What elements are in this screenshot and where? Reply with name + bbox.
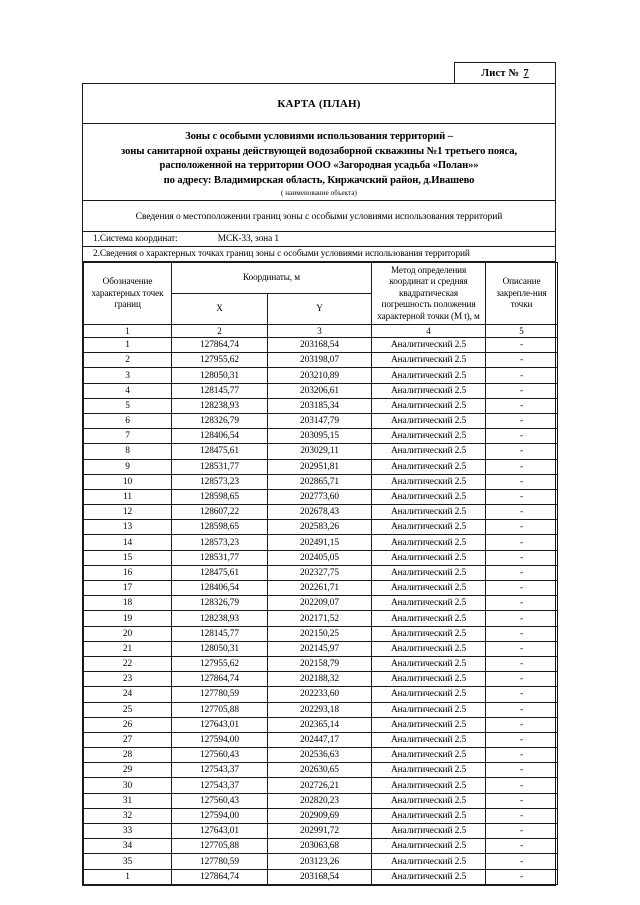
cell-x: 128050,31 xyxy=(172,368,268,383)
cell-method: Аналитический 2.5 xyxy=(372,824,486,839)
cell-point-number: 27 xyxy=(84,732,172,747)
table-row xyxy=(84,459,558,474)
cell-method: Аналитический 2.5 xyxy=(372,398,486,413)
cell-x: 127643,01 xyxy=(172,824,268,839)
cell-point-number: 12 xyxy=(84,505,172,520)
coordinate-system-value: МСК-33, зона 1 xyxy=(217,234,279,244)
cell-x: 127705,88 xyxy=(172,702,268,717)
cell-y: 202820,23 xyxy=(268,793,372,808)
cell-y: 202327,75 xyxy=(268,565,372,580)
cell-description: - xyxy=(486,839,558,854)
cell-y: 202447,17 xyxy=(268,732,372,747)
cell-y: 202209,07 xyxy=(268,596,372,611)
cell-point-number: 25 xyxy=(84,702,172,717)
cell-method: Аналитический 2.5 xyxy=(372,338,486,353)
table-row xyxy=(84,656,558,671)
cell-method: Аналитический 2.5 xyxy=(372,778,486,793)
cell-description: - xyxy=(486,596,558,611)
cell-x: 127955,62 xyxy=(172,353,268,368)
cell-point-number: 1 xyxy=(84,869,172,884)
column-number-1: 1 xyxy=(84,325,172,338)
subject-line-1: Зоны с особыми условиями использования территорий – xyxy=(185,131,453,142)
cell-point-number: 3 xyxy=(84,368,172,383)
cell-point-number: 35 xyxy=(84,854,172,869)
cell-point-number: 21 xyxy=(84,641,172,656)
cell-y: 202491,15 xyxy=(268,535,372,550)
cell-point-number: 6 xyxy=(84,413,172,428)
table-row xyxy=(84,824,558,839)
header-point-designation: Обозначение характерных точек границ xyxy=(84,263,172,325)
cell-description: - xyxy=(486,672,558,687)
cell-description: - xyxy=(486,854,558,869)
cell-description: - xyxy=(486,687,558,702)
cell-point-number: 22 xyxy=(84,656,172,671)
cell-method: Аналитический 2.5 xyxy=(372,368,486,383)
cell-y: 202158,79 xyxy=(268,656,372,671)
cell-x: 128050,31 xyxy=(172,641,268,656)
cell-method: Аналитический 2.5 xyxy=(372,702,486,717)
cell-method: Аналитический 2.5 xyxy=(372,596,486,611)
cell-method: Аналитический 2.5 xyxy=(372,854,486,869)
table-row xyxy=(84,429,558,444)
cell-y: 203063,68 xyxy=(268,839,372,854)
object-name-caption: ( наименование объекта) xyxy=(281,189,357,197)
cell-x: 128238,93 xyxy=(172,611,268,626)
cell-point-number: 33 xyxy=(84,824,172,839)
cell-method: Аналитический 2.5 xyxy=(372,611,486,626)
cell-point-number: 20 xyxy=(84,626,172,641)
cell-x: 128607,22 xyxy=(172,505,268,520)
table-row xyxy=(84,368,558,383)
header-description: Описание закрепле-ния точки xyxy=(486,263,558,325)
cell-description: - xyxy=(486,793,558,808)
coordinate-system-row xyxy=(83,232,555,247)
table-row xyxy=(84,398,558,413)
cell-description: - xyxy=(486,702,558,717)
cell-y: 202293,18 xyxy=(268,702,372,717)
table-row xyxy=(84,505,558,520)
cell-x: 128475,61 xyxy=(172,565,268,580)
cell-point-number: 26 xyxy=(84,717,172,732)
cell-point-number: 23 xyxy=(84,672,172,687)
cell-y: 202909,69 xyxy=(268,808,372,823)
cell-method: Аналитический 2.5 xyxy=(372,626,486,641)
cell-y: 202951,81 xyxy=(268,459,372,474)
cell-description: - xyxy=(486,656,558,671)
cell-x: 127705,88 xyxy=(172,839,268,854)
cell-method: Аналитический 2.5 xyxy=(372,565,486,580)
table-row xyxy=(84,778,558,793)
cell-y: 202261,71 xyxy=(268,581,372,596)
cell-x: 127560,43 xyxy=(172,748,268,763)
cell-description: - xyxy=(486,459,558,474)
table-header-row xyxy=(84,263,558,294)
table-row xyxy=(84,338,558,353)
cell-description: - xyxy=(486,505,558,520)
table-row xyxy=(84,535,558,550)
header-y: Y xyxy=(268,294,372,325)
cell-method: Аналитический 2.5 xyxy=(372,839,486,854)
cell-y: 202233,60 xyxy=(268,687,372,702)
cell-y: 202678,43 xyxy=(268,505,372,520)
table-column-numbers-row xyxy=(84,325,558,338)
cell-point-number: 8 xyxy=(84,444,172,459)
cell-point-number: 11 xyxy=(84,489,172,504)
cell-x: 128145,77 xyxy=(172,383,268,398)
table-row xyxy=(84,626,558,641)
cell-description: - xyxy=(486,520,558,535)
table-row xyxy=(84,869,558,884)
cell-y: 203185,34 xyxy=(268,398,372,413)
cell-description: - xyxy=(486,869,558,884)
cell-y: 203206,61 xyxy=(268,383,372,398)
cell-description: - xyxy=(486,444,558,459)
cell-method: Аналитический 2.5 xyxy=(372,429,486,444)
cell-method: Аналитический 2.5 xyxy=(372,413,486,428)
cell-method: Аналитический 2.5 xyxy=(372,444,486,459)
cell-x: 128531,77 xyxy=(172,459,268,474)
cell-x: 127864,74 xyxy=(172,338,268,353)
cell-method: Аналитический 2.5 xyxy=(372,793,486,808)
table-row xyxy=(84,687,558,702)
cell-description: - xyxy=(486,368,558,383)
cell-x: 127780,59 xyxy=(172,687,268,702)
cell-y: 203168,54 xyxy=(268,869,372,884)
document-frame xyxy=(82,83,556,886)
cell-point-number: 17 xyxy=(84,581,172,596)
cell-method: Аналитический 2.5 xyxy=(372,581,486,596)
cell-x: 128406,54 xyxy=(172,429,268,444)
cell-y: 203123,26 xyxy=(268,854,372,869)
table-row xyxy=(84,489,558,504)
cell-y: 202145,97 xyxy=(268,641,372,656)
cell-y: 203168,54 xyxy=(268,338,372,353)
cell-point-number: 2 xyxy=(84,353,172,368)
cell-method: Аналитический 2.5 xyxy=(372,550,486,565)
cell-point-number: 32 xyxy=(84,808,172,823)
cell-y: 203095,15 xyxy=(268,429,372,444)
cell-method: Аналитический 2.5 xyxy=(372,383,486,398)
cell-point-number: 13 xyxy=(84,520,172,535)
cell-y: 202188,32 xyxy=(268,672,372,687)
cell-x: 127780,59 xyxy=(172,854,268,869)
cell-x: 127864,74 xyxy=(172,869,268,884)
cell-method: Аналитический 2.5 xyxy=(372,459,486,474)
cell-description: - xyxy=(486,611,558,626)
cell-y: 202630,65 xyxy=(268,763,372,778)
table-head xyxy=(84,263,558,338)
cell-x: 128598,65 xyxy=(172,520,268,535)
cell-y: 202365,14 xyxy=(268,717,372,732)
cell-description: - xyxy=(486,474,558,489)
cell-method: Аналитический 2.5 xyxy=(372,869,486,884)
cell-description: - xyxy=(486,748,558,763)
table-row xyxy=(84,413,558,428)
cell-point-number: 4 xyxy=(84,383,172,398)
cell-point-number: 24 xyxy=(84,687,172,702)
document-subject-block xyxy=(83,124,555,201)
cell-method: Аналитический 2.5 xyxy=(372,656,486,671)
cell-method: Аналитический 2.5 xyxy=(372,717,486,732)
cell-point-number: 15 xyxy=(84,550,172,565)
table-row xyxy=(84,611,558,626)
table-row xyxy=(84,596,558,611)
cell-description: - xyxy=(486,808,558,823)
cell-description: - xyxy=(486,824,558,839)
section-heading: Сведения о местоположении границ зоны с особыми условиями использования территорий xyxy=(83,201,555,232)
table-row xyxy=(84,854,558,869)
sheet-number-label: Лист № xyxy=(481,67,520,79)
cell-y: 202536,63 xyxy=(268,748,372,763)
cell-description: - xyxy=(486,565,558,580)
cell-description: - xyxy=(486,338,558,353)
subject-line-3: расположенной на территории ООО «Загородная усадьба «Полан»» xyxy=(159,160,479,171)
cell-point-number: 16 xyxy=(84,565,172,580)
table-row xyxy=(84,444,558,459)
cell-method: Аналитический 2.5 xyxy=(372,808,486,823)
cell-method: Аналитический 2.5 xyxy=(372,489,486,504)
cell-point-number: 28 xyxy=(84,748,172,763)
table-row xyxy=(84,732,558,747)
cell-x: 128573,23 xyxy=(172,535,268,550)
table-row xyxy=(84,748,558,763)
cell-x: 127560,43 xyxy=(172,793,268,808)
table-row xyxy=(84,641,558,656)
table-row xyxy=(84,474,558,489)
table-row xyxy=(84,550,558,565)
cell-description: - xyxy=(486,353,558,368)
cell-description: - xyxy=(486,550,558,565)
table-row xyxy=(84,672,558,687)
cell-method: Аналитический 2.5 xyxy=(372,474,486,489)
cell-point-number: 29 xyxy=(84,763,172,778)
cell-description: - xyxy=(486,763,558,778)
cell-y: 202583,26 xyxy=(268,520,372,535)
cell-y: 202991,72 xyxy=(268,824,372,839)
cell-y: 203147,79 xyxy=(268,413,372,428)
cell-description: - xyxy=(486,489,558,504)
table-row xyxy=(84,793,558,808)
cell-point-number: 5 xyxy=(84,398,172,413)
cell-y: 202171,52 xyxy=(268,611,372,626)
cell-y: 202726,21 xyxy=(268,778,372,793)
cell-x: 128475,61 xyxy=(172,444,268,459)
cell-x: 127543,37 xyxy=(172,763,268,778)
cell-method: Аналитический 2.5 xyxy=(372,748,486,763)
cell-method: Аналитический 2.5 xyxy=(372,732,486,747)
cell-point-number: 9 xyxy=(84,459,172,474)
column-number-4: 4 xyxy=(372,325,486,338)
cell-method: Аналитический 2.5 xyxy=(372,641,486,656)
coordinate-system-label: 1.Система координат: xyxy=(93,234,178,244)
cell-description: - xyxy=(486,398,558,413)
table-row xyxy=(84,383,558,398)
cell-x: 127864,74 xyxy=(172,672,268,687)
cell-method: Аналитический 2.5 xyxy=(372,353,486,368)
cell-y: 202405,05 xyxy=(268,550,372,565)
document-title: КАРТА (ПЛАН) xyxy=(83,84,555,124)
table-body xyxy=(84,338,558,885)
header-coordinates-group: Координаты, м xyxy=(172,263,372,294)
cell-y: 203210,89 xyxy=(268,368,372,383)
cell-description: - xyxy=(486,626,558,641)
cell-point-number: 30 xyxy=(84,778,172,793)
cell-description: - xyxy=(486,641,558,656)
cell-y: 202865,71 xyxy=(268,474,372,489)
cell-x: 128531,77 xyxy=(172,550,268,565)
cell-point-number: 14 xyxy=(84,535,172,550)
table-row xyxy=(84,520,558,535)
cell-x: 128598,65 xyxy=(172,489,268,504)
table-row xyxy=(84,717,558,732)
cell-x: 127594,00 xyxy=(172,808,268,823)
cell-description: - xyxy=(486,732,558,747)
cell-x: 128326,79 xyxy=(172,596,268,611)
cell-x: 128326,79 xyxy=(172,413,268,428)
cell-description: - xyxy=(486,429,558,444)
table-row xyxy=(84,839,558,854)
column-number-3: 3 xyxy=(268,325,372,338)
cell-method: Аналитический 2.5 xyxy=(372,763,486,778)
cell-x: 127543,37 xyxy=(172,778,268,793)
table-row xyxy=(84,808,558,823)
points-heading: 2.Сведения о характерных точках границ зоны с особыми условиями использования территорий xyxy=(83,247,555,262)
cell-description: - xyxy=(486,581,558,596)
column-number-5: 5 xyxy=(486,325,558,338)
cell-point-number: 7 xyxy=(84,429,172,444)
cell-point-number: 34 xyxy=(84,839,172,854)
cell-y: 202150,25 xyxy=(268,626,372,641)
cell-y: 203029,11 xyxy=(268,444,372,459)
cell-description: - xyxy=(486,717,558,732)
cell-x: 127594,00 xyxy=(172,732,268,747)
cell-description: - xyxy=(486,413,558,428)
header-method: Метод определения координат и средняя квадратическая погрешность положения характерной точки (М t), м xyxy=(372,263,486,325)
cell-method: Аналитический 2.5 xyxy=(372,505,486,520)
cell-x: 128573,23 xyxy=(172,474,268,489)
subject-line-2: зоны санитарной охраны действующей водозаборной скважины №1 третьего пояса, xyxy=(121,145,517,157)
sheet-number-box xyxy=(454,62,556,83)
cell-point-number: 1 xyxy=(84,338,172,353)
column-number-2: 2 xyxy=(172,325,268,338)
cell-description: - xyxy=(486,778,558,793)
cell-point-number: 31 xyxy=(84,793,172,808)
table-row xyxy=(84,565,558,580)
cell-x: 128406,54 xyxy=(172,581,268,596)
cell-description: - xyxy=(486,383,558,398)
cell-y: 203198,07 xyxy=(268,353,372,368)
table-row xyxy=(84,763,558,778)
table-row xyxy=(84,581,558,596)
cell-y: 202773,60 xyxy=(268,489,372,504)
cell-method: Аналитический 2.5 xyxy=(372,672,486,687)
table-row xyxy=(84,353,558,368)
document-sheet xyxy=(82,62,556,882)
subject-line-4: по адресу: Владимирская область, Киржачский район, д.Ивашево xyxy=(163,174,475,186)
table-row xyxy=(84,702,558,717)
cell-x: 127955,62 xyxy=(172,656,268,671)
cell-x: 127643,01 xyxy=(172,717,268,732)
cell-method: Аналитический 2.5 xyxy=(372,687,486,702)
cell-point-number: 18 xyxy=(84,596,172,611)
cell-point-number: 19 xyxy=(84,611,172,626)
cell-x: 128238,93 xyxy=(172,398,268,413)
cell-method: Аналитический 2.5 xyxy=(372,535,486,550)
coordinates-table xyxy=(83,262,558,885)
cell-method: Аналитический 2.5 xyxy=(372,520,486,535)
sheet-number-value: 7 xyxy=(523,67,529,79)
cell-point-number: 10 xyxy=(84,474,172,489)
header-x: X xyxy=(172,294,268,325)
cell-description: - xyxy=(486,535,558,550)
cell-x: 128145,77 xyxy=(172,626,268,641)
